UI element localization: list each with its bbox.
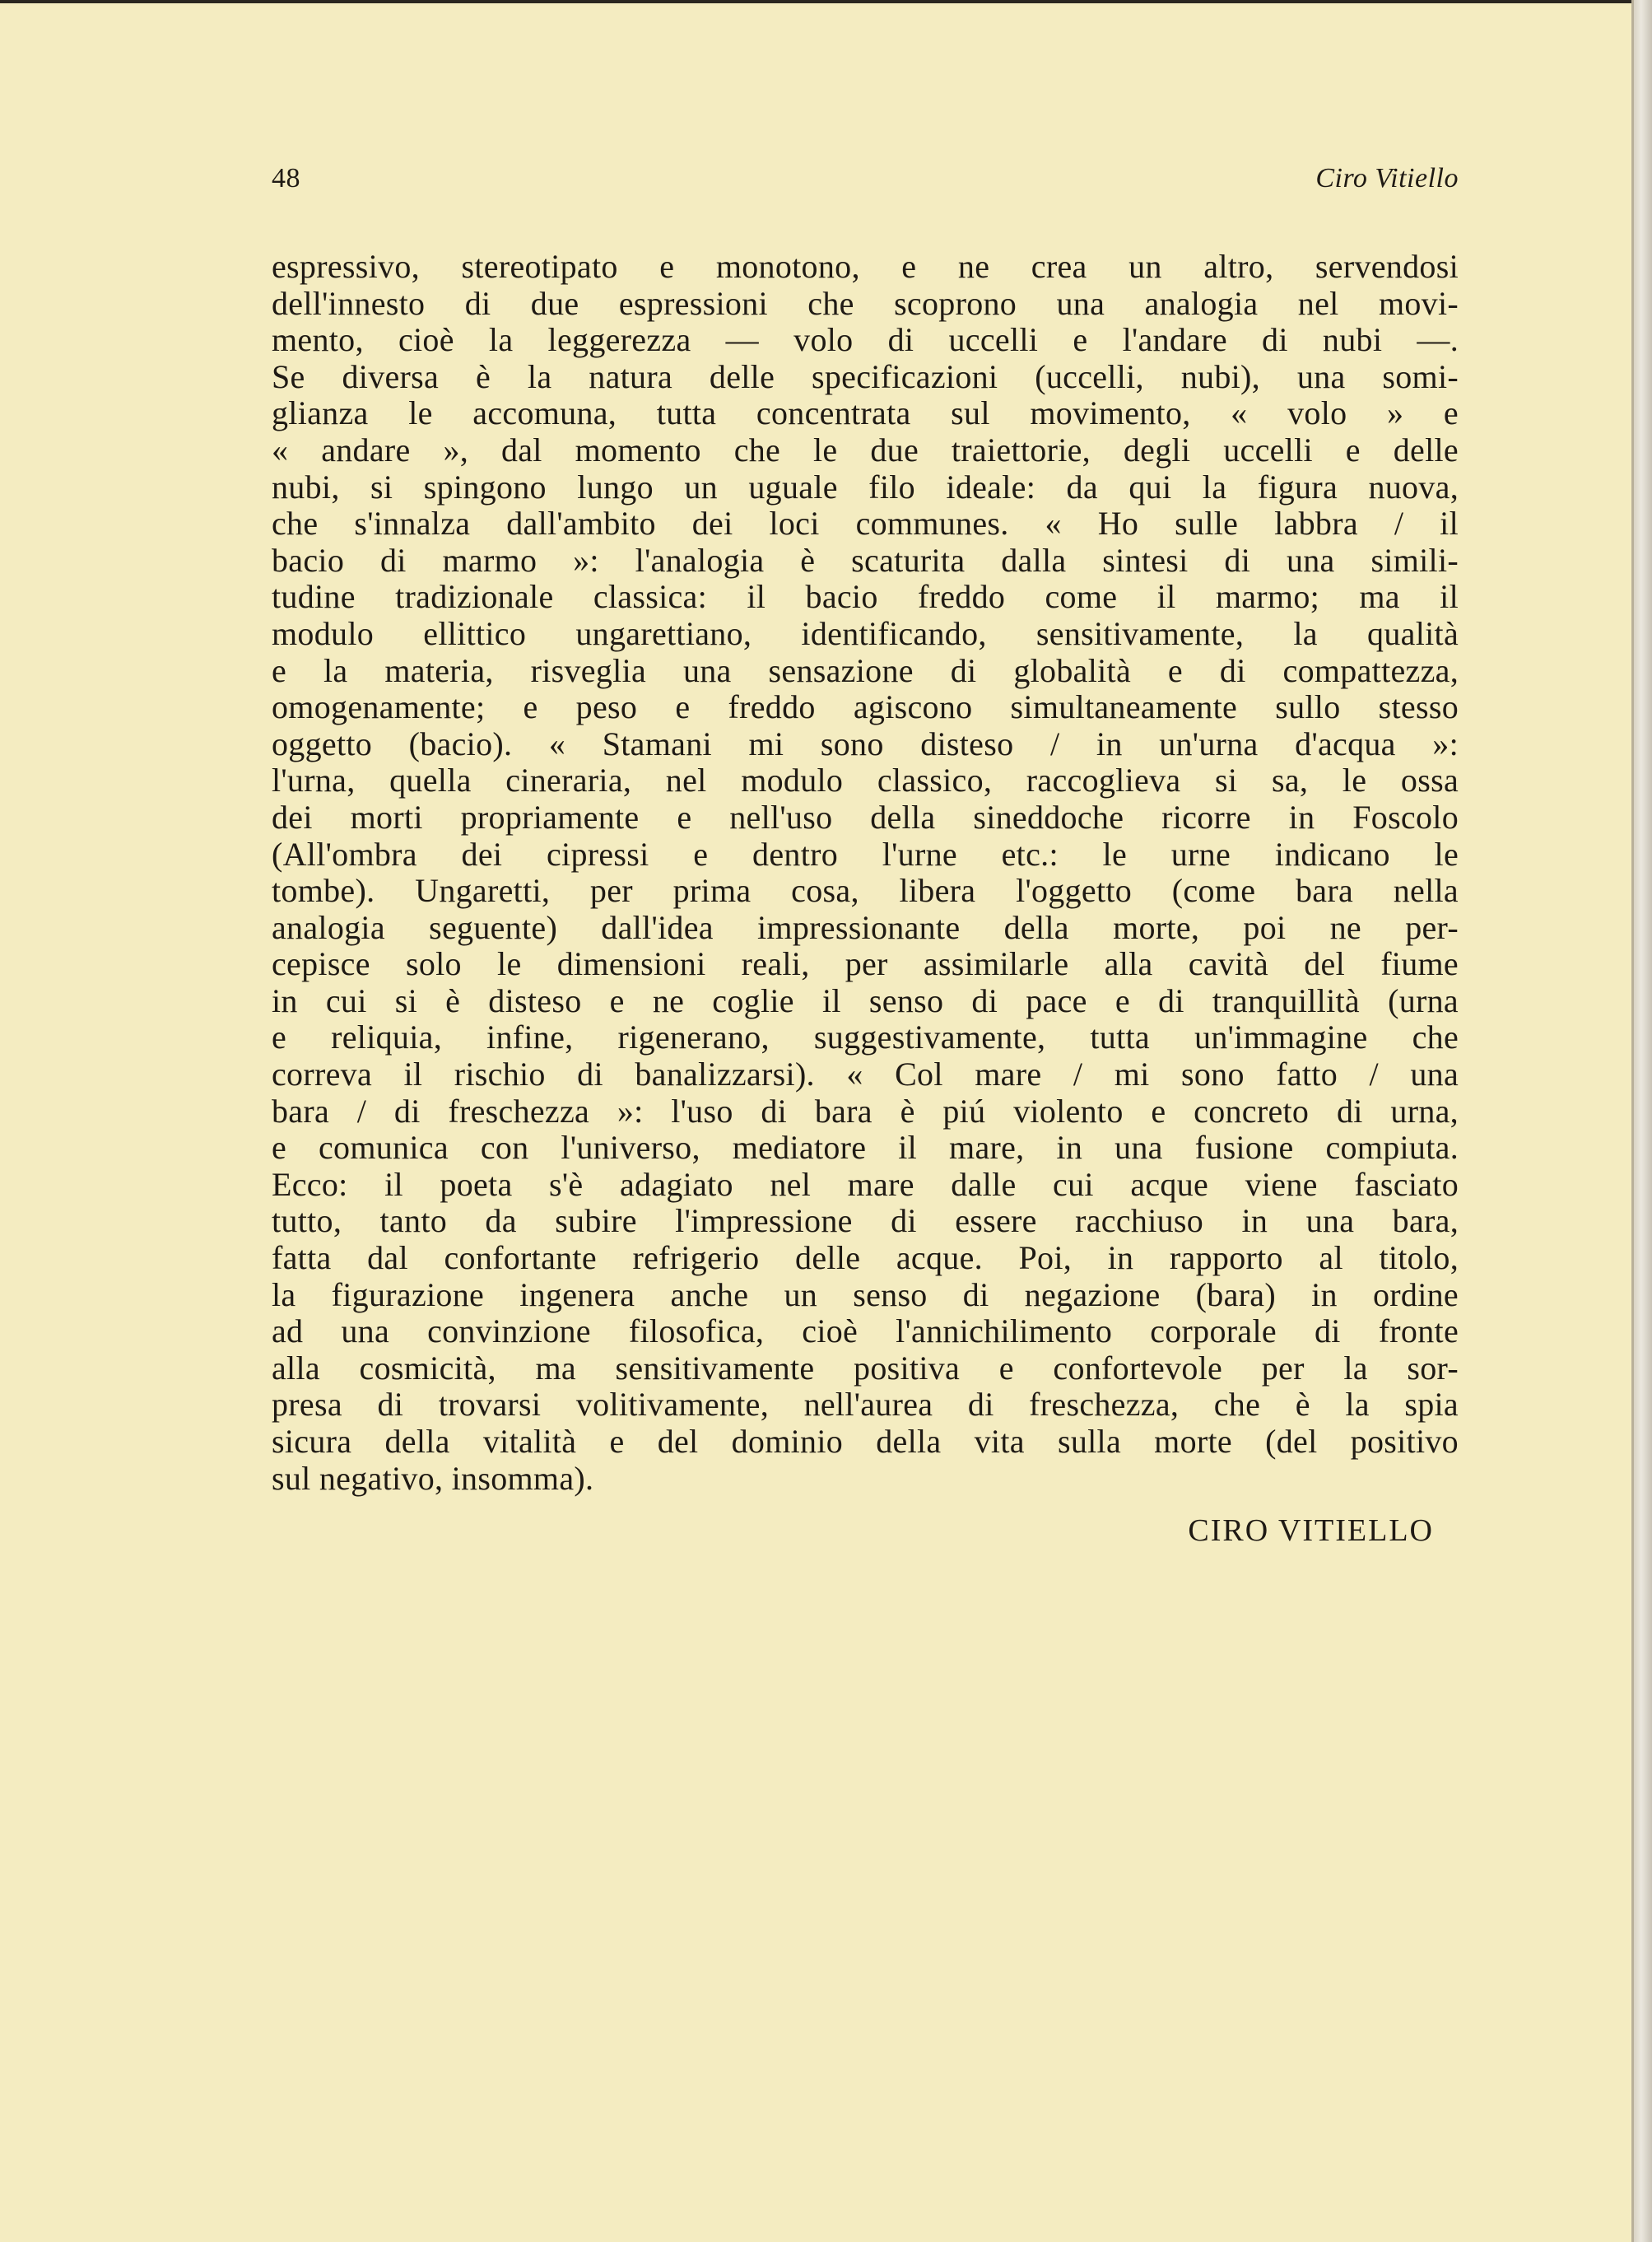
text-line: la figurazione ingenera anche un senso di negazione (bara) in ordine: [272, 1276, 1459, 1313]
text-line: bacio di marmo »: l'analogia è scaturita dalla sintesi di una simili-: [272, 542, 1459, 579]
text-line: correva il rischio di banalizzarsi). « Col mare / mi sono fatto / una: [272, 1056, 1459, 1093]
text-line: alla cosmicità, ma sensitivamente positiva e confortevole per la sor-: [272, 1349, 1459, 1387]
text-line: Se diversa è la natura delle specificazioni (uccelli, nubi), una somi-: [272, 358, 1459, 395]
text-line: « andare », dal momento che le due traiettorie, degli uccelli e delle: [272, 431, 1459, 468]
text-line: ad una convinzione filosofica, cioè l'annichilimento corporale di fronte: [272, 1313, 1459, 1350]
running-head: [272, 163, 1459, 204]
text-line: e comunica con l'universo, mediatore il mare, in una fusione compiuta.: [272, 1130, 1459, 1167]
text-line: bara / di freschezza »: l'uso di bara è piú violento e concreto di urna,: [272, 1093, 1459, 1130]
text-line: tombe). Ungaretti, per prima cosa, libera l'oggetto (come bara nella: [272, 873, 1459, 910]
page-right-edge: [1634, 0, 1652, 2242]
text-line: dell'innesto di due espressioni che scoprono una analogia nel movi-: [272, 285, 1459, 322]
text-line: (All'ombra dei cipressi e dentro l'urne etc.: le urne indicano le: [272, 836, 1459, 873]
body-text: [272, 249, 1459, 1497]
text-line-last: sul negativo, insomma).: [272, 1460, 594, 1497]
text-line: dei morti propriamente e nell'uso della sineddoche ricorre in Foscolo: [272, 799, 1459, 836]
text-line: e reliquia, infine, rigenerano, suggestivamente, tutta un'immagine che: [272, 1019, 1459, 1056]
text-line: mento, cioè la leggerezza — volo di uccelli e l'andare di nubi —.: [272, 322, 1459, 359]
author-signature: CIRO VITIELLO: [1188, 1513, 1434, 1548]
page-top-edge: [0, 0, 1634, 3]
text-line: glianza le accomuna, tutta concentrata sul movimento, « volo » e: [272, 395, 1459, 432]
text-line: tudine tradizionale classica: il bacio freddo come il marmo; ma il: [272, 579, 1459, 616]
text-line: modulo ellittico ungarettiano, identificando, sensitivamente, la qualità: [272, 615, 1459, 652]
text-line: e la materia, risveglia una sensazione di globalità e di compattezza,: [272, 652, 1459, 689]
text-line: presa di trovarsi volitivamente, nell'aurea di freschezza, che è la spia: [272, 1387, 1459, 1424]
text-line: fatta dal confortante refrigerio delle acque. Poi, in rapporto al titolo,: [272, 1240, 1459, 1277]
text-line: nubi, si spingono lungo un uguale filo ideale: da qui la figura nuova,: [272, 468, 1459, 506]
page-number: 48: [272, 163, 300, 193]
text-line: oggetto (bacio). « Stamani mi sono disteso / in un'urna d'acqua »:: [272, 725, 1459, 762]
text-line: analogia seguente) dall'idea impressionante della morte, poi ne per-: [272, 909, 1459, 946]
running-title: Ciro Vitiello: [1315, 163, 1459, 193]
text-line: tutto, tanto da subire l'impressione di essere racchiuso in una bara,: [272, 1203, 1459, 1240]
text-line: Ecco: il poeta s'è adagiato nel mare dalle cui acque viene fasciato: [272, 1166, 1459, 1203]
text-line: omogenamente; e peso e freddo agiscono simultaneamente sullo stesso: [272, 689, 1459, 726]
text-line: sicura della vitalità e del dominio della vita sulla morte (del positivo: [272, 1424, 1459, 1460]
text-line: cepisce solo le dimensioni reali, per assimilarle alla cavità del fiume: [272, 946, 1459, 983]
text-line: che s'innalza dall'ambito dei loci communes. « Ho sulle labbra / il: [272, 506, 1459, 543]
text-line: in cui si è disteso e ne coglie il senso di pace e di tranquillità (urna: [272, 982, 1459, 1019]
text-line: espressivo, stereotipato e monotono, e ne crea un altro, servendosi: [272, 249, 1459, 285]
text-line: l'urna, quella cineraria, nel modulo classico, raccoglieva si sa, le ossa: [272, 762, 1459, 799]
